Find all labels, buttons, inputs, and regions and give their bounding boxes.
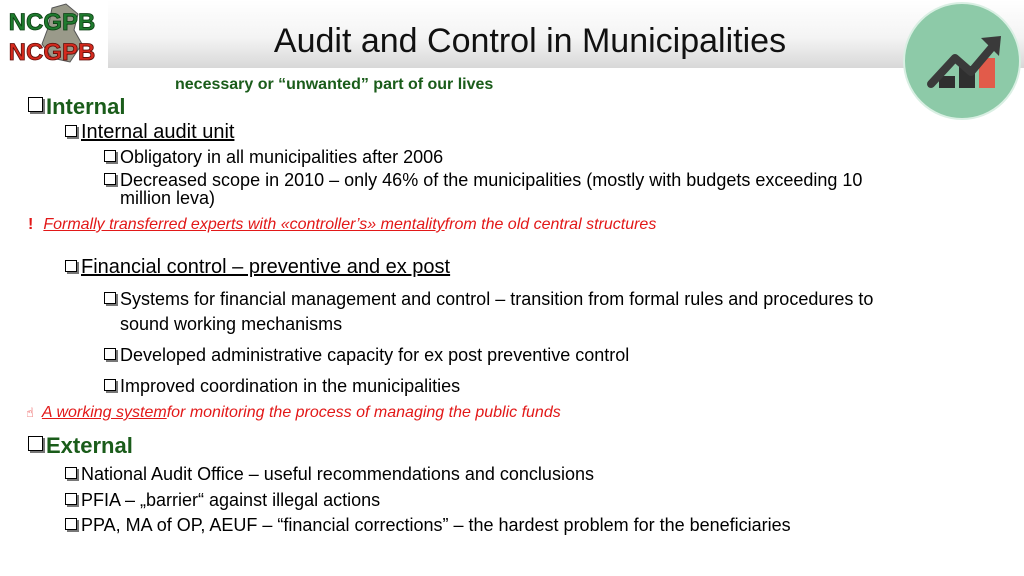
pointing-hand-icon: ☝ <box>26 405 34 420</box>
logo-text-bottom: NCGPB <box>8 39 96 66</box>
list-item <box>65 490 380 511</box>
internal-audit-unit-heading <box>65 121 234 144</box>
checkbox-bullet-icon <box>104 379 116 391</box>
list-item-continuation <box>120 188 215 209</box>
note-underlined-text: Formally transferred experts with «controller’s» mentality <box>43 216 445 233</box>
financial-control-heading <box>65 256 450 279</box>
logo-text-top: NCGPB <box>8 9 96 36</box>
financial-control-note <box>26 404 561 422</box>
checkbox-bullet-icon <box>65 260 77 272</box>
exclamation-icon: ! <box>28 216 34 233</box>
checkbox-bullet-icon <box>104 348 116 360</box>
internal-audit-unit-text: Internal audit unit <box>81 121 235 143</box>
financial-control-text: Financial control – preventive and ex post <box>81 256 451 278</box>
checkbox-bullet-icon <box>104 173 116 185</box>
list-item-text: Systems for financial management and control – transition from formal rules and procedures to <box>120 289 874 309</box>
checkbox-bullet-icon <box>28 97 43 112</box>
list-item <box>104 345 629 366</box>
list-item-text: Developed administrative capacity for ex post preventive control <box>120 345 630 365</box>
checkbox-bullet-icon <box>65 493 77 505</box>
external-heading-text: External <box>46 433 133 458</box>
list-item-text: Decreased scope in 2010 – only 46% of the municipalities (mostly with budgets exceeding 10 <box>120 170 863 190</box>
audit-unit-note <box>28 216 656 234</box>
list-item-text: PPA, MA of OP, AEUF – “financial corrections” – the hardest problem for the beneficiaries <box>81 515 791 535</box>
page-title: Audit and Control in Municipalities <box>273 22 787 60</box>
note-rest-text: from the old central structures <box>444 216 657 233</box>
checkbox-bullet-icon <box>65 125 77 137</box>
checkbox-bullet-icon <box>28 436 43 451</box>
note-rest-text: for monitoring the process of managing the public funds <box>166 404 561 421</box>
checkbox-bullet-icon <box>104 292 116 304</box>
list-item-text: PFIA – „barrier“ against illegal actions <box>81 490 381 510</box>
list-item-text: National Audit Office – useful recommendations and conclusions <box>81 464 594 484</box>
list-item-text: sound working mechanisms <box>120 314 343 334</box>
list-item <box>104 147 443 168</box>
checkbox-bullet-icon <box>65 467 77 479</box>
list-item <box>104 376 460 397</box>
checkbox-bullet-icon <box>104 150 116 162</box>
note-underlined-text: A working system <box>41 404 167 421</box>
list-item-text: Improved coordination in the municipalities <box>120 376 461 396</box>
external-heading <box>28 433 133 459</box>
list-item-continuation <box>120 314 342 335</box>
list-item <box>65 464 594 485</box>
list-item-text: million leva) <box>120 188 216 208</box>
page-subtitle: necessary or “unwanted” part of our lives <box>175 76 494 93</box>
list-item <box>104 289 873 310</box>
internal-heading <box>28 94 125 120</box>
chart-growth-icon <box>903 2 1021 120</box>
list-item <box>65 515 791 536</box>
list-item-text: Obligatory in all municipalities after 2006 <box>120 147 444 167</box>
list-item <box>104 170 862 191</box>
internal-heading-text: Internal <box>46 94 126 119</box>
checkbox-bullet-icon <box>65 518 77 530</box>
